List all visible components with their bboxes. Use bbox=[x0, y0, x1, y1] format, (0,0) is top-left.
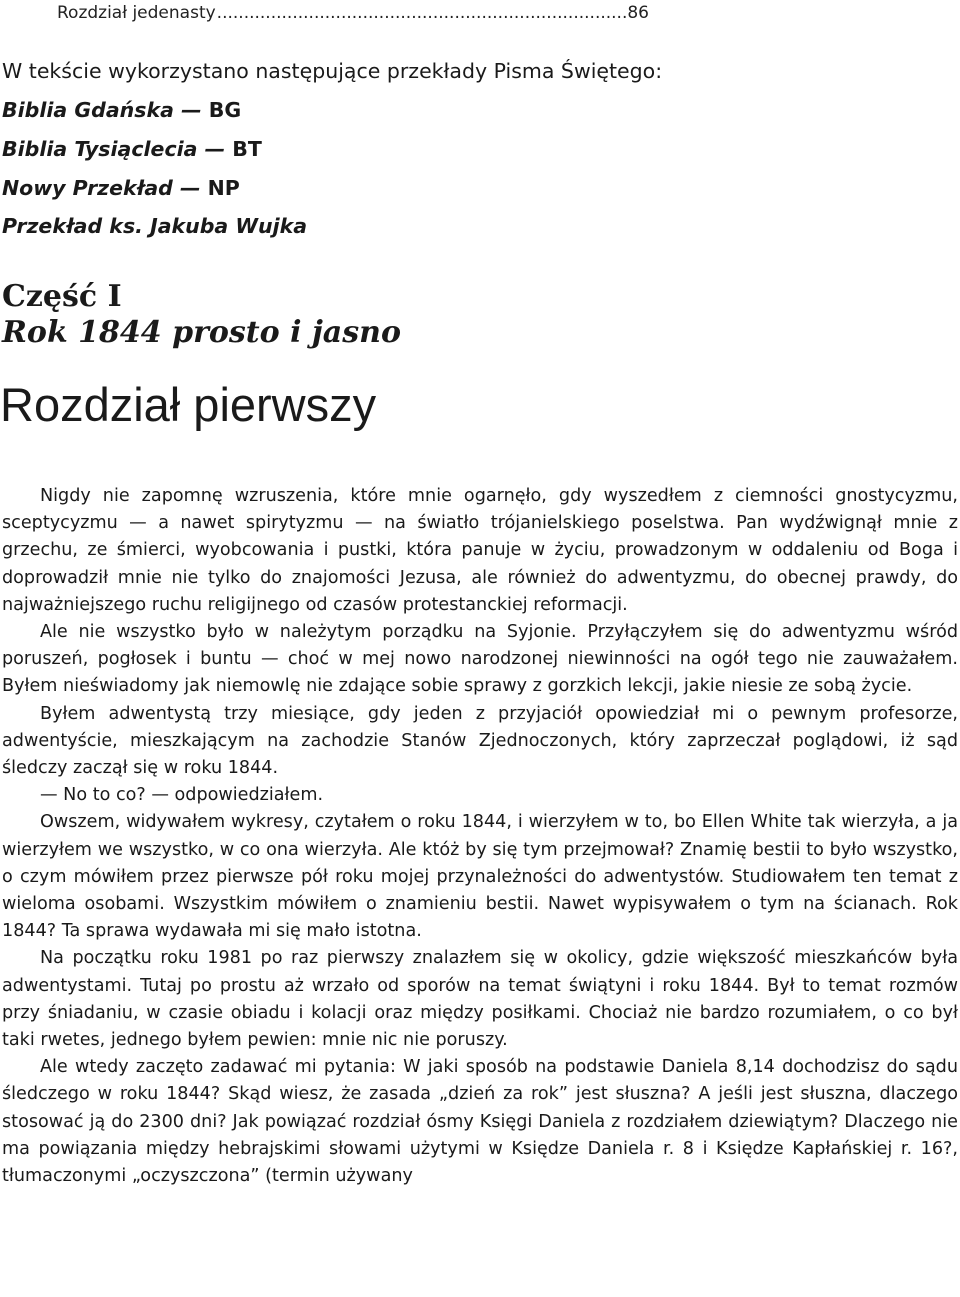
toc-leader-dots bbox=[217, 3, 627, 23]
translation-dash: — bbox=[204, 137, 233, 161]
body-paragraph: Nigdy nie zapomnę wzruszenia, które mnie ogarnęło, gdy wyszedłem z ciemności gnostycyzmu, sceptycyzmu — a nawet spirytyzmu — na światło trójanielskiego poselstwa. Pan wydźwignął mnie z grzechu, ze śmierci, wyobcowania i pustki, która panuje w życiu, prowadzonym w oddaleniu od Boga i doprowadził mnie nie tylko do znajomości Jezusa, ale również do adwentyzmu, do obecnej prawdy, do najważniejszego ruchu religijnego od czasów protestanckiej reformacji. bbox=[2, 486, 958, 615]
translation-item bbox=[2, 176, 240, 200]
translation-name: Biblia Gdańska bbox=[2, 98, 174, 122]
body-paragraph: Na początku roku 1981 po raz pierwszy znalazłem się w okolicy, gdzie większość mieszkańców była adwentystami. Tutaj po prostu aż wrzało od sporów na temat świątyni i roku 1844. Był to temat rozmów przy śniadaniu, w czasie obiadu i kolacji oraz między posiłkami. Chociaż nie bardzo rozumiałem, o co był taki rwetes, jednego byłem pewien: mnie nic nie poruszy. bbox=[2, 948, 958, 1051]
toc-page-number: 86 bbox=[627, 3, 649, 23]
part-title: Część I bbox=[2, 279, 122, 314]
body-paragraph: Ale wtedy zaczęto zadawać mi pytania: W jaki sposób na podstawie Daniela 8,14 dochodzisz do sądu śledczego w roku 1844? Skąd wiesz, że zasada „dzień za rok” jest słuszna? A jeśli jest słuszna, dlaczego stosować ją do 2300 dni? Jak powiązać rozdział ósmy Księgi Daniela z rozdziałem dziewiątym? Dlaczego nie ma powiązania między hebrajskimi słowami użytymi w Księdze Daniela r. 8 i Księdze Kapłańskiej r. 16?, tłumaczonymi „oczyszczona” (termin używany bbox=[2, 1057, 958, 1187]
translation-name: Przekład ks. Jakuba Wujka bbox=[2, 214, 308, 238]
part-subtitle: Rok 1844 prosto i jasno bbox=[2, 315, 401, 350]
chapter-title: Rozdział pierwszy bbox=[0, 378, 377, 431]
translation-dash: — bbox=[180, 176, 208, 200]
translations-intro: W tekście wykorzystano następujące przekłady Pisma Świętego: bbox=[2, 59, 663, 83]
toc-entry[interactable] bbox=[57, 3, 649, 25]
body-paragraph: Ale nie wszystko było w należytym porządku na Syjonie. Przyłączyłem się do adwentyzmu wśród poruszeń, pogłosek i buntu — choć w mej nowo narodzonej niewinności na ogół tego nie zauważałem. Byłem nieświadomy jak niemowlę nie zdające sobie sprawy z gorzkich lekcji, jakie niesie ze sobą życie. bbox=[2, 622, 958, 697]
translation-name: Nowy Przekład bbox=[2, 176, 173, 200]
translation-abbr: BT bbox=[232, 137, 262, 161]
body-paragraph: — No to co? — odpowiedziałem. bbox=[40, 785, 324, 806]
translation-abbr: NP bbox=[207, 176, 240, 200]
translation-item bbox=[2, 214, 307, 238]
translation-item bbox=[2, 98, 241, 122]
translation-abbr: BG bbox=[208, 98, 242, 122]
toc-entry-label: Rozdział jedenasty bbox=[57, 3, 216, 23]
translation-name: Biblia Tysiąclecia bbox=[2, 137, 198, 161]
translation-dash: — bbox=[181, 98, 209, 122]
chapter-body bbox=[2, 483, 958, 1190]
body-paragraph: Owszem, widywałem wykresy, czytałem o roku 1844, i wierzyłem w to, bo Ellen White tak wierzyła, a ja wierzyłem we wszystko, w co ona wierzyła. Ale któż by się tym przejmował? Znamię bestii to było wszystko, o czym mówiłem przez pierwsze pół roku mojej przynależności do adwentystów. Studiowałem ten temat z wieloma osobami. Wszystkim mówiłem o znamieniu bestii. Nawet wypisywałem o tym na ścianach. Rok 1844? Ta sprawa wydawała mi się mało istotna. bbox=[2, 812, 958, 942]
body-paragraph: Byłem adwentystą trzy miesiące, gdy jeden z przyjaciół opowiedział mi o pewnym profesorze, adwentyście, mieszkającym na zachodzie Stanów Zjednoczonych, który zaprzeczał poglądowi, iż sąd śledczy zaczął się w roku 1844. bbox=[2, 703, 958, 779]
translation-item bbox=[2, 137, 262, 161]
